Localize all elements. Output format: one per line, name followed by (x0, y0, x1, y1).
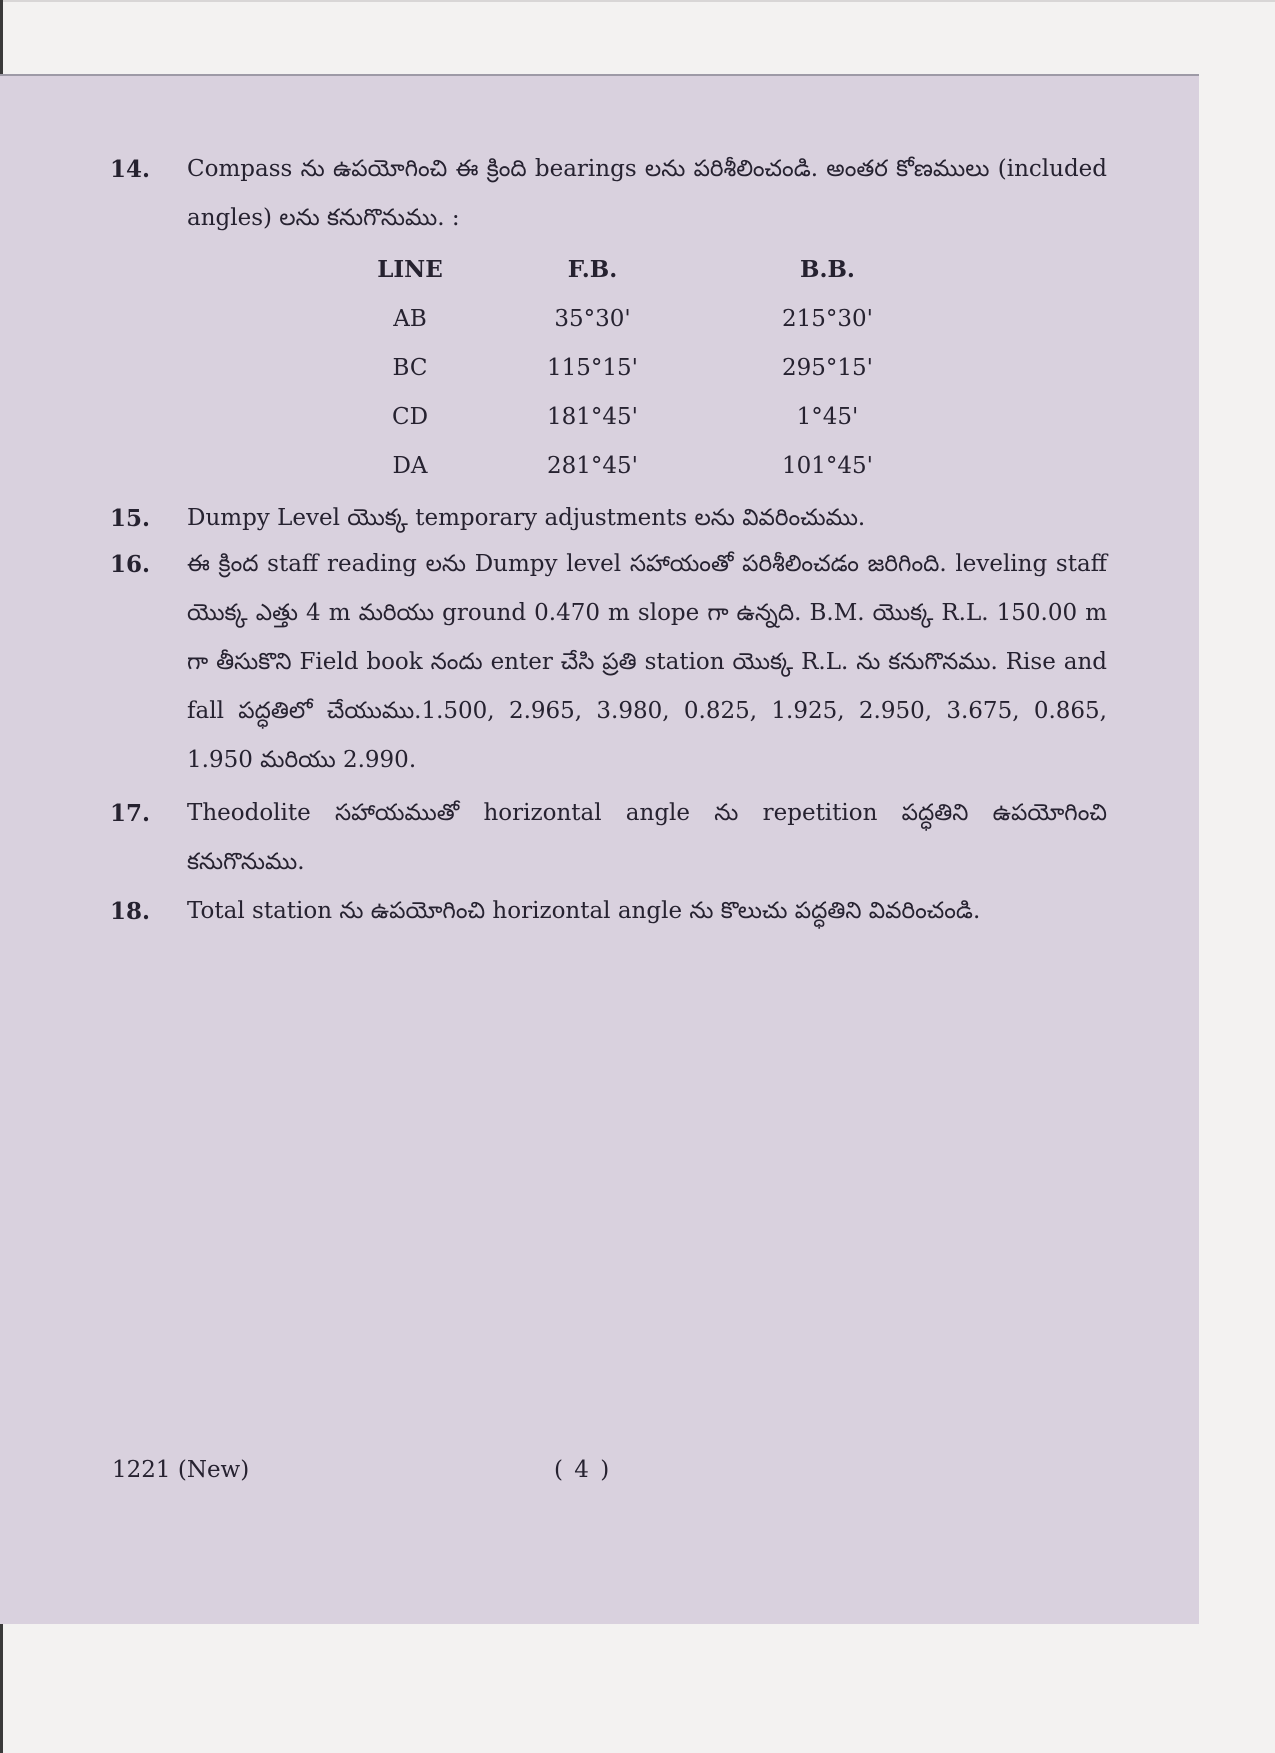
cell-line: CD (391, 403, 429, 430)
question-number: 15. (110, 505, 151, 532)
bearing-table (345, 245, 945, 490)
table-row (345, 343, 945, 392)
table-row (345, 441, 945, 490)
question-number: 18. (110, 898, 151, 925)
cell-bb: 215°30' (782, 305, 873, 332)
table-header-row (345, 245, 945, 294)
cell-line: AB (393, 305, 427, 332)
page-number: ( 4 ) (554, 1457, 612, 1483)
question-text: Theodolite సహాయముతో horizontal angle ను repetition పద్ధతిని ఉపయోగించి కనుగొనుము. (187, 800, 1107, 875)
cell-line: BC (392, 354, 428, 381)
question-text: Compass ను ఉపయోగించి ఈ క్రింది bearings లను పరిశీలించండి. అంతర కోణములు (included angles) లను కనుగొనుము. : (187, 156, 1107, 231)
scan-top-edge (0, 0, 1275, 2)
paper-code: 1221 (New) (112, 1457, 250, 1483)
question-text: Total station ను ఉపయోగించి horizontal angle ను కొలుచు పద్ధతిని వివరించండి. (187, 898, 981, 924)
question-text: Dumpy Level యొక్క temporary adjustments లను వివరించుము. (187, 505, 866, 531)
table-row (345, 294, 945, 343)
column-header-bb: B.B. (800, 256, 855, 283)
cell-fb: 35°30' (554, 305, 631, 332)
question-text: ఈ క్రింద staff reading లను Dumpy level సహాయంతో పరిశీలించడం జరిగింది. leveling staff యొక్క ఎత్తు 4 m మరియు ground 0.470 m slope గా ఉన్నది. B.M. యొక్క R.L. 150.00 m గా తీసుకొని Field book నందు enter చేసి ప్రతి station యొక్క R.L. ను కనుగొనము. Rise and fall పద్ధతిలో చేయుము.1.500, 2.965, 3.980, 0.825, 1.925, 2.950, 3.675, 0.865, 1.950 మరియు 2.990. (187, 551, 1107, 773)
column-header-fb: F.B. (567, 256, 618, 283)
question-number: 17. (110, 800, 151, 827)
column-header-line: LINE (377, 256, 443, 283)
cell-line: DA (392, 452, 428, 479)
table-row (345, 392, 945, 441)
cell-fb: 281°45' (547, 452, 638, 479)
cell-fb: 181°45' (547, 403, 638, 430)
cell-bb: 101°45' (782, 452, 873, 479)
cell-fb: 115°15' (547, 354, 638, 381)
question-number: 16. (110, 551, 151, 578)
cell-bb: 295°15' (782, 354, 873, 381)
cell-bb: 1°45' (796, 403, 859, 430)
question-number: 14. (110, 156, 151, 183)
